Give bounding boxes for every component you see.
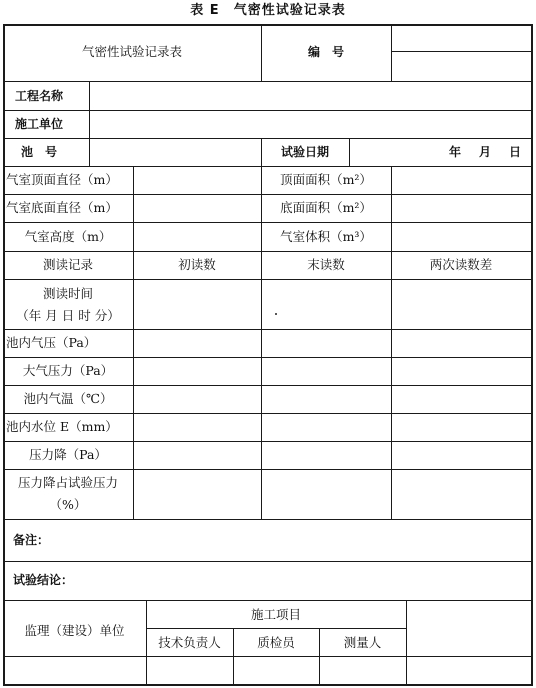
record-table	[3, 24, 533, 686]
rule	[3, 222, 533, 223]
rule	[3, 441, 533, 442]
reading-time-label: 测读时间	[42, 286, 93, 301]
form-title-prefix: 表 E	[190, 3, 220, 18]
rule	[3, 138, 533, 139]
form-title	[0, 0, 536, 22]
pool-temperature-label: 池内气温（℃）	[23, 391, 113, 406]
rule	[3, 385, 533, 386]
pressure-drop-ratio-label: 压力降占试验压力	[17, 475, 118, 490]
col-rule	[391, 24, 392, 81]
record-title: 气密性试验记录表	[81, 44, 182, 59]
readings-header-initial: 初读数	[178, 257, 216, 272]
frame-bottom	[3, 684, 533, 686]
top-diameter-label: 气室顶面直径（m）	[6, 172, 118, 187]
construction-project-label: 施工项目	[250, 607, 301, 622]
technical-lead-label: 技术负责人	[158, 635, 221, 650]
test-date-day: 日	[509, 145, 522, 159]
supervisor-unit-label: 监理（建设）单位	[24, 623, 125, 638]
top-area-label: 顶面面积（m²）	[280, 172, 372, 187]
pool-pressure-label: 池内气压（Pa）	[6, 335, 97, 350]
col-rule	[349, 138, 350, 166]
col-rule	[406, 600, 407, 686]
project-name-label: 工程名称	[15, 89, 64, 103]
remarks-label: 备注：	[13, 533, 50, 547]
rule-signature-split	[146, 628, 406, 629]
pressure-drop-label: 压力降（Pa）	[29, 447, 107, 462]
stray-dot	[275, 313, 277, 315]
reading-time-format: （年 月 日 时 分）	[16, 308, 120, 323]
conclusion-label: 试验结论：	[13, 573, 74, 587]
rule	[3, 110, 533, 111]
test-date-month: 月	[479, 145, 492, 159]
rule	[3, 357, 533, 358]
surveyor-label: 测量人	[343, 635, 382, 650]
form-title-text: 气密性试验记录表	[233, 3, 346, 18]
inspector-label: 质检员	[257, 635, 295, 650]
frame-right	[531, 24, 533, 686]
rule	[3, 279, 533, 280]
rule	[3, 251, 533, 252]
chamber-height-label: 气室高度（m）	[24, 229, 112, 244]
pool-number-label: 池 号	[21, 145, 58, 159]
pressure-drop-ratio-unit: （%）	[49, 497, 87, 512]
rule	[3, 413, 533, 414]
rule	[3, 656, 533, 657]
frame-top	[3, 24, 533, 26]
bottom-area-label: 底面面积（m²）	[280, 200, 372, 215]
bottom-diameter-label: 气室底面直径（m）	[6, 200, 118, 215]
readings-header-final: 末读数	[307, 257, 345, 272]
frame-left	[3, 24, 5, 686]
number-label: 编 号	[307, 45, 344, 59]
rule	[3, 194, 533, 195]
readings-header-record: 测读记录	[42, 257, 93, 272]
readings-header-difference: 两次读数差	[429, 257, 493, 272]
rule-number-split	[391, 51, 533, 52]
col-rule	[133, 166, 134, 519]
col-rule	[261, 166, 262, 519]
rule	[3, 561, 533, 562]
chamber-volume-label: 气室体积（m³）	[280, 229, 372, 244]
test-date-year: 年	[449, 145, 462, 159]
rule	[3, 81, 533, 82]
pool-water-level-label: 池内水位 E（mm）	[6, 419, 118, 434]
rule	[3, 469, 533, 470]
rule	[3, 329, 533, 330]
rule	[3, 519, 533, 520]
col-rule	[89, 81, 90, 166]
rule	[3, 600, 533, 601]
atmospheric-pressure-label: 大气压力（Pa）	[22, 363, 114, 378]
test-date-label: 试验日期	[280, 145, 329, 159]
constructor-label: 施工单位	[15, 117, 64, 131]
rule	[3, 166, 533, 167]
col-rule	[391, 166, 392, 519]
